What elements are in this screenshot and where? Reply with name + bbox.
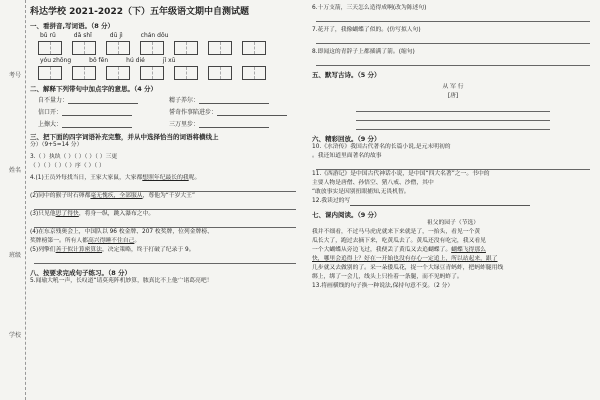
answer-blank[interactable] bbox=[350, 200, 530, 206]
answer-grid bbox=[38, 41, 300, 55]
answer-blank[interactable] bbox=[68, 98, 138, 104]
question-item: 11.《西游记》是中国古代神话小说，是中国“四大名著”之一。书中的 bbox=[312, 171, 490, 177]
char-box[interactable] bbox=[208, 66, 232, 80]
answer-line[interactable] bbox=[316, 161, 590, 170]
char-box[interactable] bbox=[174, 41, 198, 55]
exam-title: 科达学校 2021-2022（下）五年级语文期中自测试题 bbox=[30, 7, 249, 17]
term: 三万里步： bbox=[169, 121, 200, 128]
pinyin: bǔ rǔ bbox=[40, 32, 56, 39]
answer-line[interactable] bbox=[356, 103, 550, 112]
right-column bbox=[312, 0, 594, 400]
reading-paragraph: 我并不细看，不过马马虎虎就来下来就是了，一抬头，看见一个黄 bbox=[312, 229, 481, 235]
section-heading: 八、按要求完成句子练习。（8 分） bbox=[30, 269, 132, 277]
question-item: 10.《水浒传》我国古代著名的长篇小说,是元末明初的 bbox=[312, 144, 451, 150]
answer-blank[interactable] bbox=[217, 110, 287, 116]
question-item: 7.花开了，我像蝴蝶了似的。(仿写拟人句) bbox=[312, 27, 421, 33]
pinyin: dǎ shǐ bbox=[73, 32, 92, 39]
question-item: “敢放事实是因别扭眼捕知,无畏机智。 bbox=[312, 189, 410, 195]
pinyin: bō fēn bbox=[89, 57, 109, 64]
term: 信口开： bbox=[38, 109, 63, 116]
question-item: 5.闻瑜大吼一声，长叹道“请莫苑阵机妙算，脓真比不上他宀诸葛亮吧！ bbox=[30, 278, 213, 284]
question-item: (4)在东京残奥会上，中国队以 96 枚金牌、207 枚奖牌，位列金牌榜、 bbox=[30, 229, 213, 235]
question-item: 12.我读过的写 bbox=[312, 197, 594, 206]
char-box[interactable] bbox=[72, 41, 96, 55]
answer-grid bbox=[38, 66, 300, 80]
poem-answer-area bbox=[352, 103, 554, 130]
char-box[interactable] bbox=[106, 66, 130, 80]
answer-line[interactable] bbox=[34, 183, 296, 192]
question-item: 4.(1)王员外每找当日，王家大家鼠，大家都想照年纪最长的我呢。 bbox=[30, 175, 201, 181]
answer-line[interactable] bbox=[356, 112, 550, 121]
question-item: (3)只见他思了得快，将身一纵，跳入瀑布之中。 bbox=[30, 211, 155, 217]
section-heading: 三、把下面的四字词语补充完整，并从中选择恰当的词语将横线上 bbox=[30, 133, 219, 141]
pinyin: jǐ xū bbox=[162, 57, 176, 64]
reading-paragraph: 绑上，绑了一会儿，线头上只拴着一条腿，而不见蚂蚱了。 bbox=[312, 274, 463, 280]
char-box[interactable] bbox=[242, 41, 266, 55]
question-item: 。我还知道里面著名的故事 bbox=[312, 153, 382, 159]
char-box[interactable] bbox=[208, 41, 232, 55]
question-item: 奖牌榜第一。所有人都高兴得睡不住自己。 bbox=[30, 238, 141, 244]
binding-margin bbox=[0, 0, 26, 400]
reading-paragraph: 几步就又去做别的了。采一朵倭瓜花，捉一个大绿豆青蚂蚱，把蚂蚱腿用线 bbox=[312, 265, 504, 271]
char-box[interactable] bbox=[140, 41, 164, 55]
reading-paragraph: 快，哪里会追得上？好在一开始也没有存心一定追上，所以站起来，跟了 bbox=[312, 256, 498, 262]
answer-line[interactable] bbox=[356, 121, 550, 130]
char-box[interactable] bbox=[72, 66, 96, 80]
fill-line: （ ）（ ）（ ）（ ）序（ ）（ ） bbox=[30, 163, 105, 169]
answer-blank[interactable] bbox=[62, 110, 132, 116]
binding-label: 学校 bbox=[9, 332, 22, 339]
reading-paragraph: 一个大蝴蝶从旁边飞过，我便丢了黄瓜又去追蝴蝶了。蝴蝶飞得那么 bbox=[312, 247, 486, 253]
section-note: 分）（9+5=14 分） bbox=[30, 142, 83, 148]
fill-line: 3.（ ）执纨（ ）（ ）（ ）（ ）三更 bbox=[30, 154, 118, 160]
char-box[interactable] bbox=[38, 41, 62, 55]
section-heading: 五、默写古诗。（5 分） bbox=[312, 71, 381, 79]
section-heading: 二、解释下列带句中加点字的意思。（4 分） bbox=[30, 85, 158, 93]
answer-line[interactable] bbox=[34, 219, 296, 228]
term: 上擦大： bbox=[38, 121, 63, 128]
definition-pairs bbox=[38, 95, 300, 128]
binding-label: 考号 bbox=[9, 72, 22, 79]
question-item: (2)同中的猴子时石卵都毫无愧疚，全部服从，尊他为“千岁大王” bbox=[30, 193, 195, 199]
left-column bbox=[30, 0, 300, 400]
binding-label: 班级 bbox=[9, 252, 22, 259]
pinyin-row bbox=[30, 57, 300, 64]
question-item: 8.即闻这的青辞子上都插满了箭。(缩句) bbox=[312, 49, 415, 55]
answer-blank[interactable] bbox=[199, 122, 269, 128]
section-heading: 一、看拼音,写词语。（8 分） bbox=[30, 22, 115, 30]
question-item: 主要人物是唐僧、孙悟空、猪八戒、沙僧，其中 bbox=[312, 180, 434, 186]
answer-line[interactable] bbox=[316, 35, 590, 44]
pinyin: hú dié bbox=[126, 57, 145, 64]
section-heading: 七、课内阅读。（9 分） bbox=[312, 211, 381, 219]
answer-line[interactable] bbox=[316, 13, 590, 22]
answer-blank[interactable] bbox=[62, 122, 132, 128]
char-box[interactable] bbox=[140, 66, 164, 80]
answer-line[interactable] bbox=[34, 255, 296, 264]
pinyin: chán dǒu bbox=[140, 32, 169, 39]
term: 精子养尔： bbox=[169, 97, 200, 104]
answer-line[interactable] bbox=[34, 201, 296, 210]
poem-title: 从 军 行 bbox=[442, 84, 464, 90]
term: 自不量力： bbox=[38, 97, 69, 104]
question-item: (5)列擎们善于似计算密算法，决定策略，终于打破了纪录于 9。 bbox=[30, 247, 195, 253]
pinyin: dū jì bbox=[109, 32, 123, 39]
poem-author: [唐] bbox=[447, 93, 459, 99]
reading-title: 祖父的园子（节选） bbox=[426, 220, 480, 226]
question-item: 6.十万支箭，三天怎么造得成啊(改为陈述句) bbox=[312, 5, 427, 11]
char-box[interactable] bbox=[174, 66, 198, 80]
section-heading: 六、精彩回放。（9 分） bbox=[312, 135, 381, 143]
pinyin: yóu zhōng bbox=[40, 57, 72, 64]
answer-blank[interactable] bbox=[199, 98, 269, 104]
char-box[interactable] bbox=[242, 66, 266, 80]
binding-label: 姓名 bbox=[9, 167, 22, 174]
term: 誓奇作事陷进步： bbox=[169, 109, 218, 116]
question-item: 13.将画横线的句子换一种说法,保持句意不变。（2 分） bbox=[312, 283, 454, 289]
pinyin-row bbox=[30, 32, 300, 39]
reading-paragraph: 瓜长大了，跑过去摘下来，吃黄瓜去了。黄瓜还没有吃完，我又看见 bbox=[312, 238, 486, 244]
char-box[interactable] bbox=[38, 66, 62, 80]
answer-line[interactable] bbox=[316, 57, 590, 66]
char-box[interactable] bbox=[106, 41, 130, 55]
